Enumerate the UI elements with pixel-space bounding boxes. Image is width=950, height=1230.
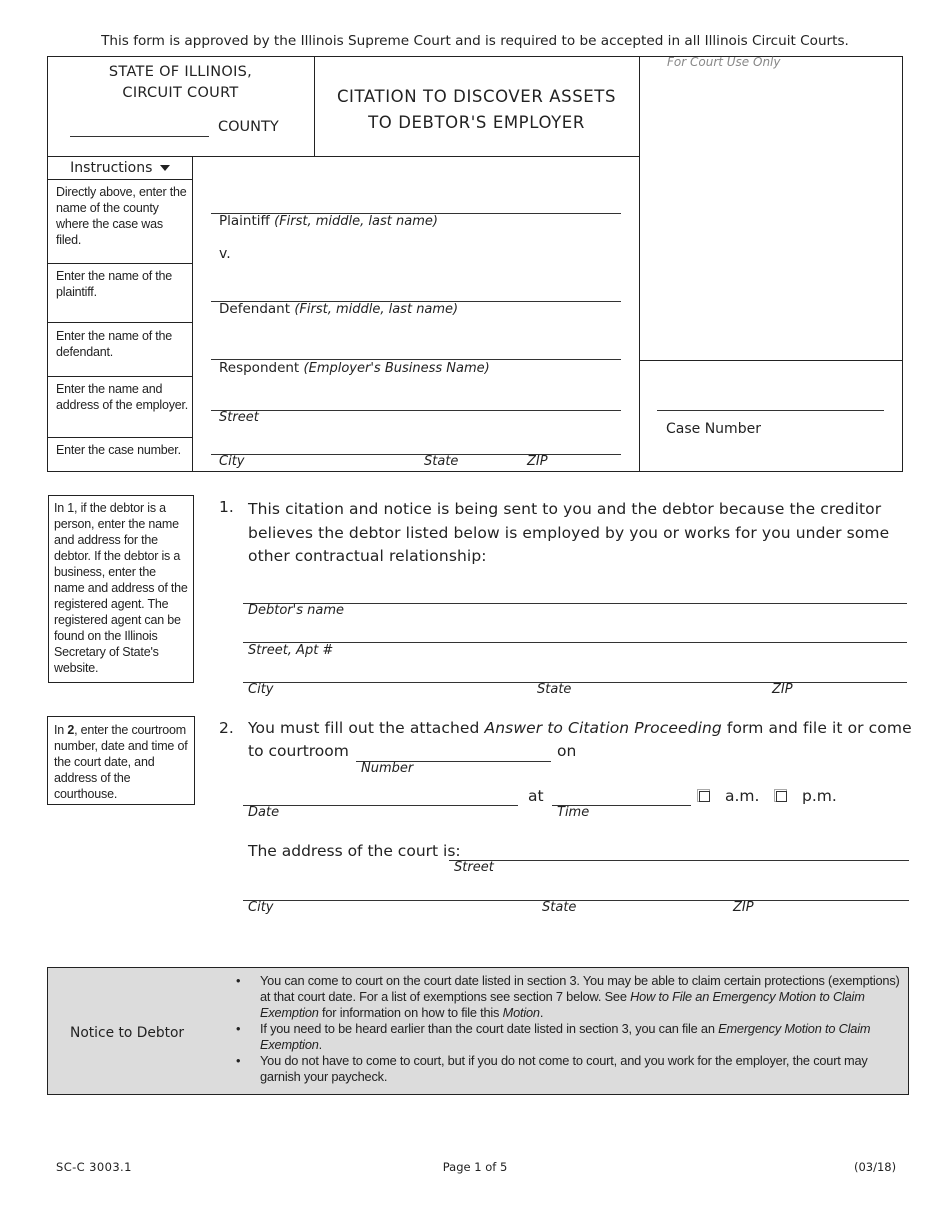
instruction-defendant: Enter the name of the defendant. — [56, 329, 173, 359]
debtor-state-label: State — [537, 682, 572, 697]
on-label: on — [557, 742, 577, 760]
caret-down-icon — [160, 165, 170, 171]
notice-item-2: • If you need to be heard earlier than the court date listed in section 3, you can file an Emergency Motion to Claim Exemption. — [232, 1021, 900, 1053]
court-zip-label: ZIP — [733, 900, 754, 915]
respondent-label: Respondent (Employer's Business Name) — [219, 360, 490, 376]
pm-label: p.m. — [802, 787, 837, 805]
to-courtroom-label: to courtroom — [248, 742, 349, 760]
case-number-label: Case Number — [666, 421, 761, 437]
case-number-input-line[interactable] — [657, 410, 884, 411]
section-1-number: 1. — [219, 498, 234, 516]
versus-label: v. — [219, 246, 231, 262]
county-input-line[interactable] — [70, 136, 209, 137]
court-address-label: The address of the court is: — [248, 842, 461, 860]
section-1-text: This citation and notice is being sent to you and the debtor because the creditor believes the debtor listed below is employed by you or works for you under some other contractual relationship: — [248, 500, 890, 565]
court-heading — [47, 62, 314, 104]
court-use-only-label: For Court Use Only — [667, 55, 781, 69]
court-street-label: Street — [454, 860, 494, 875]
debtor-street-label: Street, Apt # — [248, 643, 334, 658]
respondent-street-input-line[interactable] — [211, 410, 621, 411]
plaintiff-label: Plaintiff (First, middle, last name) — [219, 213, 438, 229]
court-time-label: Time — [557, 805, 590, 820]
am-label: a.m. — [725, 787, 760, 805]
approval-note: This form is approved by the Illinois Supreme Court and is required to be accepted in all Illinois Circuit Courts. — [101, 33, 849, 49]
section-2-number: 2. — [219, 719, 234, 737]
notice-label: Notice to Debtor — [70, 1025, 185, 1041]
defendant-label: Defendant (First, middle, last name) — [219, 301, 459, 317]
court-circuit: CIRCUIT COURT — [122, 85, 239, 101]
notice-item-3: • You do not have to come to court, but if you do not come to court, and you work for the employer, the court may garnish your paycheck. — [232, 1053, 900, 1085]
courtroom-number-label: Number — [361, 761, 414, 776]
instructions-header-label: Instructions — [70, 160, 153, 176]
instruction-county: Directly above, enter the name of the county where the case was filed. — [56, 185, 187, 247]
section-2-text: You must fill out the attached Answer to Citation Proceeding form and file it or come — [248, 719, 912, 737]
am-checkbox[interactable] — [697, 789, 712, 804]
debtor-name-label: Debtor's name — [248, 603, 345, 618]
form-title — [314, 84, 639, 136]
court-city-label: City — [248, 900, 274, 915]
notice-item-1: • You can come to court on the court date listed in section 3. You may be able to claim certain protections (exemptions) at that court date. For a list of exemptions see section 7 below. See How to File an Emergency Motion to Claim Exemption for information on how to file this Motion. — [232, 973, 900, 1021]
page-number: Page 1 of 5 — [442, 1160, 508, 1174]
title-line-2: TO DEBTOR'S EMPLOYER — [368, 113, 585, 132]
county-label: COUNTY — [218, 119, 279, 135]
side-note-section-2: In 2, enter the courtroom number, date and time of the court date, and address of the courthouse. — [47, 716, 195, 805]
court-state: STATE OF ILLINOIS, — [108, 64, 253, 80]
debtor-street-input-line[interactable] — [243, 642, 907, 643]
title-line-1: CITATION TO DISCOVER ASSETS — [336, 87, 617, 106]
respondent-city-input-line[interactable] — [211, 454, 621, 455]
form-date: (03/18) — [854, 1160, 897, 1174]
respondent-city-label: City — [219, 454, 245, 469]
form-id: SC-C 3003.1 — [56, 1160, 132, 1174]
at-label: at — [528, 787, 544, 805]
court-date-label: Date — [248, 805, 280, 820]
debtor-zip-label: ZIP — [772, 682, 793, 697]
respondent-street-label: Street — [219, 410, 259, 425]
pm-checkbox[interactable] — [774, 789, 789, 804]
instruction-plaintiff: Enter the name of the plaintiff. — [56, 269, 173, 299]
debtor-city-input-line[interactable] — [243, 682, 907, 683]
instructions-header[interactable] — [47, 160, 193, 176]
court-street-input-line[interactable] — [449, 860, 909, 861]
debtor-city-label: City — [248, 682, 274, 697]
instruction-case-number: Enter the case number. — [56, 443, 181, 457]
court-date-input-line[interactable] — [243, 805, 518, 806]
court-state-label: State — [542, 900, 577, 915]
respondent-state-label: State — [424, 454, 459, 469]
respondent-zip-label: ZIP — [527, 454, 548, 469]
side-note-section-1: In 1, if the debtor is a person, enter the name and address for the debtor. If the debtor is a business, enter the name and address of the registered agent. The registered agent can be found on the Illinois Secretary of State's website. — [48, 495, 194, 683]
notice-list — [232, 973, 900, 1085]
instruction-employer: Enter the name and address of the employer. — [56, 382, 189, 412]
